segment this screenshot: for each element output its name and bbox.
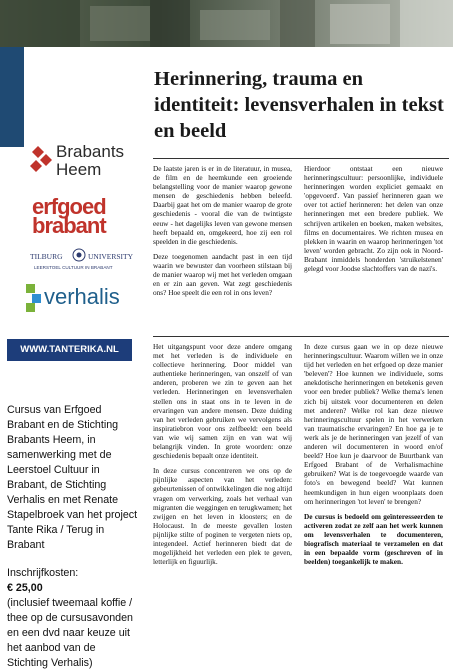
article-column-1-bottom [153,342,292,572]
costs-label: Inschrijfkosten: [7,567,79,579]
paragraph: In deze cursus gaan we in op deze nieuwe herinneringscultuur. Waarom willen we in onze tijd het verleden en het erfgoed op deze manier 'beleven'? Hoe kunnen we individuele, soms anekdotische herinneringen en betekenis geven voor een breder publiek? Welke thema's lenen zich bij uitstek voor documenteren en delen met anderen? Welke rol kan deze nieuwe herinneringscultuur spelen in het verwerken van traumatische ervaringen? En hoe ga je te werk als je de herinneringen van jezelf of van anderen wil documenteren in woord en/of beeld? Hoe kun je daarvoor de Buurtbank van Erfgoed Brabant of de Verhalismachine gebruiken? Wat is de toegevoegde waarde van foto's en bewegend beeld? Wat kunnen heemkundigen in hun eigen woonplaats doen om herinneringen 'tot leven' te brengen? [304,342,443,506]
paragraph: In deze cursus concentreren we ons op de pijnlijke aspecten van het verleden: gebeurtenissen of ontwikkelingen die nog altijd vragen om verwerking, zoals het verhaal van migranten die weggingen en terugkwamen; het zwijgen en het leven in kloosters; en de Holocaust. In de meeste gevallen losten pijnlijke stilte of poginen te vergeten niets op, integendeel. Actief herinneren biedt dat de mogelijkheid het verleden een plek te geven, letterlijk en figuurlijk. [153,466,292,567]
header-banner-image [0,0,453,47]
tilburg-university-logo [30,248,140,276]
brabants-heem-line1: Brabants [56,142,125,161]
course-description: Cursus van Erfgoed Brabant en de Stichting Brabants Heem, in samenwerking met de Leerstoel Cultuur in Brabant, de Stichting Verhalis en met Renate Stapelbroek van het project Tante Rika / Terug in Brabant [7,404,138,551]
divider-middle [153,336,449,337]
paragraph: Het uitgangspunt voor deze andere omgang met het verleden is de individuele en collectieve herinnering. Door middel van authentieke herinneringen, van onszelf of van anderen, proberen we zin te geven aan het verleden. Herinneringen en levensverhalen stellen ons in staat ons in te leven in de ervaringen van andere mensen. Deze duiding van het verleden gebruiken we vervolgens als inspiratiebron voor ons zelfbeeld: een beeld van wie wij samen zijn en van wat wij belangrijk vinden. In grote woorden: onze geschiedenis bepaalt onze identiteit. [153,342,292,461]
article-column-2-bottom [304,342,443,572]
verhalis-text: verhalis [44,284,120,309]
closing-paragraph: De cursus is bedoeld om geïnteresseerden te activeren zodat ze zelf aan het werk kunnen om levensverhalen te documenteren, biografisch materiaal te verzamelen en dat in een bepaalde vorm (geschreven of in beelden) toegankelijk te maken. [304,511,443,567]
tanterika-link[interactable]: WWW.TANTERIKA.NL [20,344,119,355]
brabant-text: brabant [32,213,106,238]
paragraph: Deze toegenomen aandacht past in een tijd waarin we bewuster dan voorheen stilstaan bij de manier waarop wij met het verleden omgaan en er zin aan geven. Wat zegt geschiedenis ons? Hoe speelt die een rol in ons leven? [153,251,292,298]
leerstoel-text: LEERSTOEL CULTUUR IN BRABANT [34,265,113,270]
verhalis-mark-icon [26,284,42,312]
price-note: (inclusief tweemaal koffie / thee op de cursusavonden en een dvd naar keuze uit het aanbod van de Stichting Verhalis) [7,597,133,669]
brabants-heem-mark-icon [28,144,54,174]
verhalis-logo [24,282,144,316]
article-column-1-top [153,164,292,303]
banner-photo [0,0,453,47]
brabants-heem-logo [24,142,144,182]
paragraph: De laatste jaren is er in de literatuur, in musea, de film en de heemkunde een groeiende belangstelling voor de manier waarop gewone mensen de geschiedenis hebben beleefd. Daarbij gaat het om de manier waarop de grote geschiedenis - vooral die van de twintigste eeuw - het dagelijks leven van gewone mensen heeft bepaald en, omgekeerd, hoe zij een rol speelden in die geschiedenis. [153,164,292,246]
brabants-heem-line2: Heem [56,160,102,179]
tilburg-text: TILBURG [30,252,63,261]
tanterika-banner[interactable] [7,339,132,361]
price: € 25,00 [7,582,43,594]
divider-top [153,158,449,159]
erfgoed-brabant-logo [24,196,144,241]
university-text: UNIVERSITY [88,252,133,261]
article-column-2-top [304,164,443,279]
erfgoed-text: erfgoed [32,194,106,219]
page-title: Herinnering, trauma en identiteit: levensverhalen in tekst en beeld [154,68,444,142]
course-info-sidebar [7,403,139,671]
paragraph: Hierdoor ontstaat een nieuwe herinneringscultuur: persoonlijke, individuele herinneringen worden expliciet gemaakt en 'opgevoerd'. Van passief herinneren gaan we over tot actief herinneren: het delen van onze herinneringen met een bredere publiek. We schrijven artikelen en boeken, maken websites, films en documentaires. We richten musea en plekken in waarin en waarop herinneringen 'tot leven' worden gebracht. Zo zijn ook in Noord-Brabant inmiddels honderden 'struikelstenen' gelegd voor Joodse slachtoffers van de nazi's. [304,164,443,274]
left-accent-strip [0,47,24,147]
university-seal-icon [72,248,86,262]
